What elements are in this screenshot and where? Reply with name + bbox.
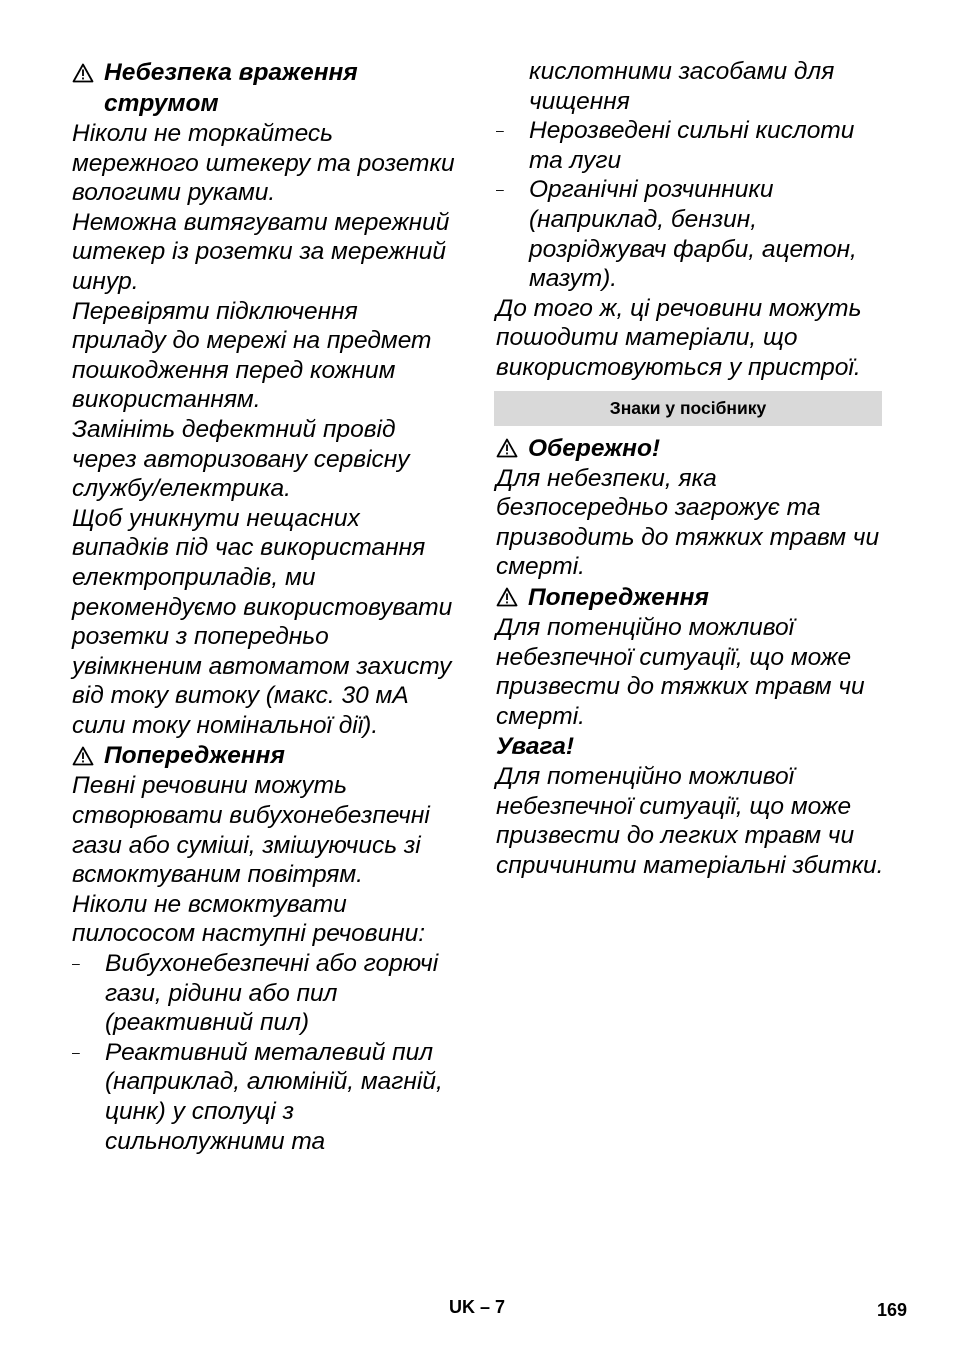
list-item-text: Нерозведені сильні кислоти та луги (529, 117, 855, 174)
footer-section-label: UK – 7 (449, 1297, 506, 1317)
warning-triangle-icon (72, 740, 104, 771)
substance-list-continued (496, 116, 886, 294)
section-title: Знаки у посібнику (609, 397, 767, 418)
section-header-bar (494, 391, 882, 426)
bullet-dash: – (72, 1043, 80, 1060)
bullet-dash: – (496, 122, 504, 139)
substance-list (72, 949, 458, 1156)
materials-note: До того ж, ці речовини можуть пошодити матеріали, що використовуються у пристрої. (496, 294, 862, 381)
danger-paragraph: Неможна витягувати мережний штекер із розетки за мережний шнур. (72, 208, 450, 295)
list-item-text: Органічні розчинники (наприклад, бензин, розріджувач фарби, ацетон, мазут). (529, 176, 857, 293)
list-item-continuation: кислотними засобами для чищення (529, 58, 835, 115)
attention-text: Для потенційно можливої небезпечної ситуації, що може призвести до легких травм чи спричинити матеріальні збитки. (496, 763, 884, 880)
danger-title: Небезпека враження струмом (104, 59, 358, 117)
danger-paragraph: Ніколи не торкайтесь мережного штекеру та розетки вологими руками. (72, 120, 455, 207)
warning-heading (72, 740, 458, 771)
list-item (72, 949, 458, 1038)
attention-title: Увага! (496, 733, 575, 761)
warning-text: Для потенційно можливої небезпечної ситуації, що може призвести до тяжких травм чи смерті. (496, 613, 865, 730)
warning-triangle-icon (72, 57, 104, 88)
list-item (496, 116, 886, 175)
bullet-dash: – (496, 181, 504, 198)
caution-text: Для небезпеки, яка безпосередньо загрожує та призводить до тяжких травм чи смерті. (496, 464, 880, 581)
warning-paragraph: Ніколи не всмоктувати пилососом наступні речовини: (72, 890, 426, 948)
bullet-dash: – (72, 955, 80, 972)
list-item (72, 1038, 458, 1156)
warning-title: Попередження (104, 742, 285, 770)
list-item-text: Вибухонебезпечні або горючі гази, рідини або пил (реактивний пил) (105, 950, 439, 1037)
danger-paragraph: Замініть дефектний провід через авторизовану сервісну службу/електрика. (72, 415, 410, 503)
danger-paragraph: Щоб уникнути нещасних випадків під час використання електроприладів, ми рекомендуємо використовувати розетки з попередньо увімкненим автоматом захисту від току витоку (макс. 30 мА сили току номінальної дії). (72, 504, 453, 739)
list-item-text: Реактивний металевий пил (наприклад, алюміній, магній, цинк) у сполуці з сильнолужними та (105, 1038, 443, 1155)
attention-heading (496, 731, 886, 762)
warning-paragraph: Певні речовини можуть створювати вибухонебезпечні гази або суміші, змішуючись зі всмоктуваним повітрям. (72, 772, 430, 889)
danger-paragraph: Перевіряти підключення приладу до мережі на предмет пошкодження перед кожним використанням. (72, 297, 432, 414)
warning-title: Попередження (528, 583, 709, 611)
page-number: 169 (877, 1300, 908, 1320)
caution-heading (496, 433, 886, 464)
left-column (72, 57, 458, 1156)
warning-triangle-icon (496, 433, 528, 464)
caution-title: Обережно! (528, 434, 661, 462)
right-column (496, 57, 886, 881)
list-item (496, 175, 886, 293)
danger-heading (72, 57, 458, 119)
warning-heading (496, 582, 886, 613)
warning-triangle-icon (496, 582, 528, 613)
